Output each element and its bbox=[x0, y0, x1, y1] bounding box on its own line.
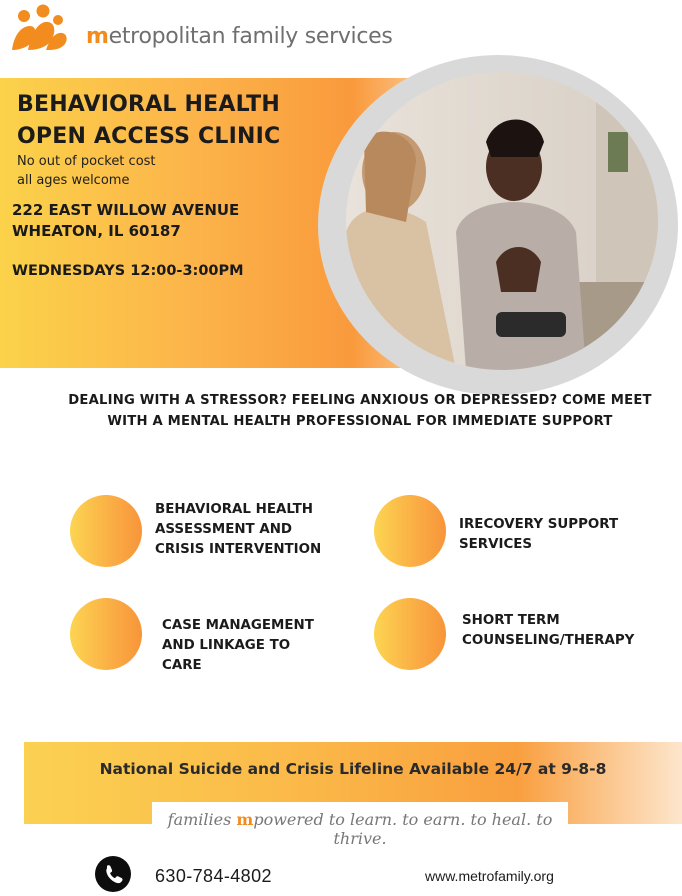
service-label: BEHAVIORAL HEALTH bbox=[155, 502, 313, 517]
bullet-circle bbox=[374, 598, 446, 670]
service-label: ASSESSMENT AND bbox=[155, 522, 293, 537]
service-label: CRISIS INTERVENTION bbox=[155, 542, 322, 557]
bullet-circle bbox=[70, 495, 142, 567]
clinic-subtitle: No out of pocket cost all ages welcome bbox=[17, 154, 156, 188]
service-label: CASE MANAGEMENT bbox=[162, 618, 314, 633]
service-label: COUNSELING/THERAPY bbox=[462, 633, 635, 648]
service-label: SERVICES bbox=[459, 537, 533, 552]
hero-photo bbox=[346, 72, 658, 370]
bullet-circle bbox=[70, 598, 142, 670]
clinic-title: BEHAVIORAL HEALTH OPEN ACCESS CLINIC bbox=[17, 92, 281, 149]
bullet-circle bbox=[374, 495, 446, 567]
phone-number[interactable]: 630-784-4802 bbox=[155, 866, 272, 886]
service-label: AND LINKAGE TO bbox=[162, 638, 291, 653]
family-figures-icon bbox=[10, 4, 72, 52]
brand-name: metropolitan family services bbox=[86, 24, 393, 49]
website-link[interactable]: www.metrofamily.org bbox=[425, 868, 554, 884]
clinic-address: 222 EAST WILLOW AVENUE WHEATON, IL 60187 bbox=[12, 201, 240, 240]
lifeline-text: National Suicide and Crisis Lifeline Available 24/7 at 9-8-8 bbox=[99, 760, 607, 778]
service-label: SHORT TERM bbox=[462, 613, 560, 628]
brand-logo bbox=[10, 4, 410, 54]
service-label: IRECOVERY SUPPORT bbox=[459, 517, 619, 532]
tagline: DEALING WITH A STRESSOR? FEELING ANXIOUS OR DEPRESSED? COME MEET WITH A MENTAL HEALTH PROFESSIONAL FOR IMMEDIATE SUPPORT bbox=[68, 393, 652, 429]
phone-icon bbox=[95, 856, 131, 892]
motto: families mpowered to learn. to earn. to heal. to thrive. bbox=[167, 810, 553, 848]
clinic-hours: WEDNESDAYS 12:00-3:00PM bbox=[12, 263, 244, 279]
service-label: CARE bbox=[162, 658, 202, 673]
